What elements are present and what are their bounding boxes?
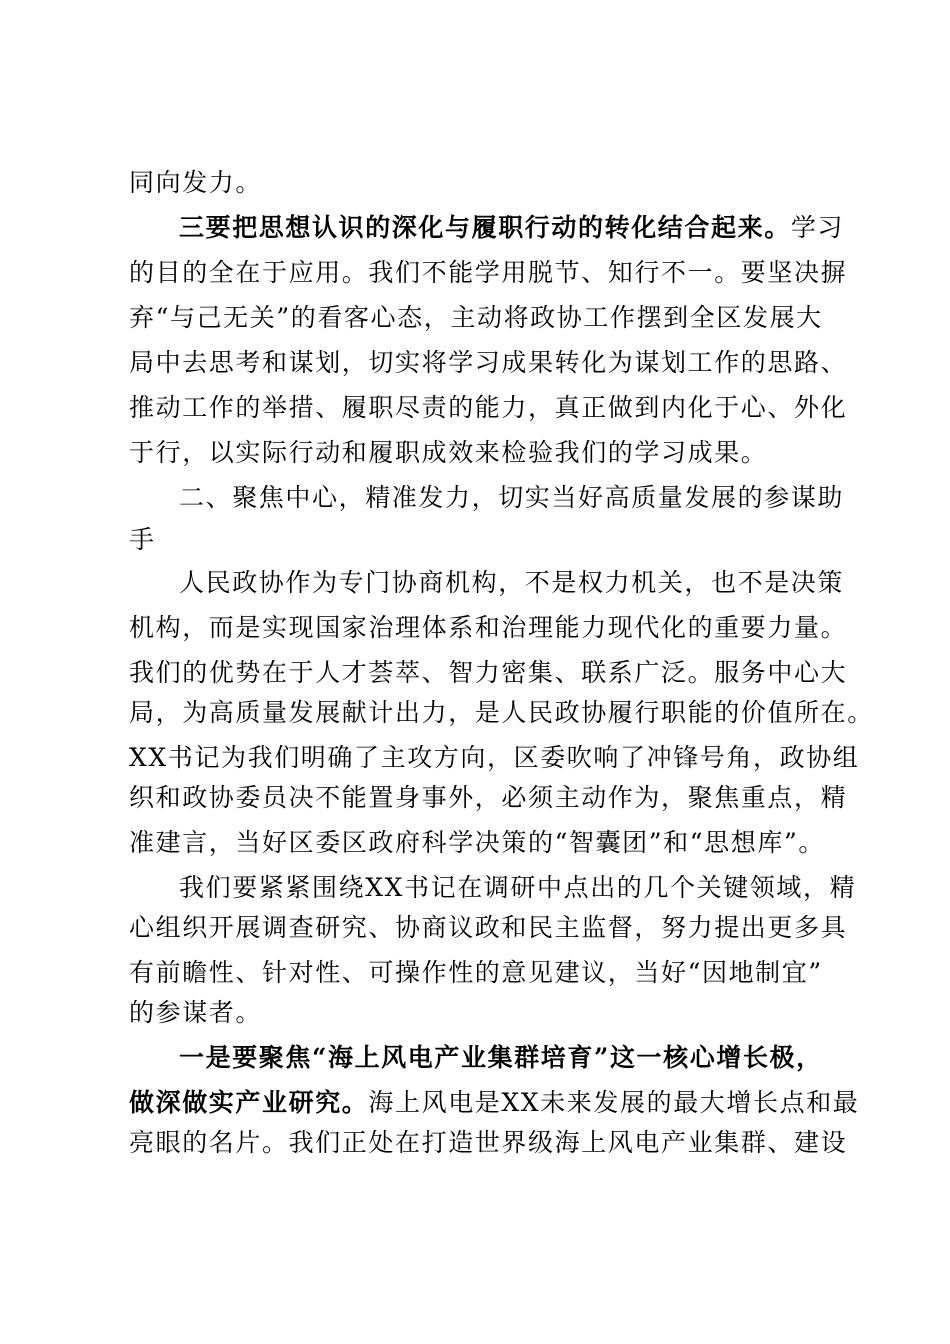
- line-6: 推动工作的举措、履职尽责的能力，真正做到内化于心、外化: [129, 393, 848, 422]
- line-21: [179, 1036, 834, 1080]
- section-heading: 二、聚焦中心，精准发力，切实当好高质量发展的参谋助: [179, 483, 845, 512]
- line-19: 有前瞻性、针对性、可操作性的意见建议，当好“因地制宜”: [129, 958, 823, 987]
- line-3: 的目的全在于应用。我们不能学用脱节、知行不一。要坚决摒: [129, 258, 848, 287]
- line-2: 三要把思想认识的深化与履职行动的转化结合起来。学习: [179, 213, 845, 242]
- line-7: 于行，以实际行动和履职成效来检验我们的学习成果。: [129, 438, 768, 467]
- bold-heading: 做深做实产业研究。: [129, 1088, 369, 1117]
- line-16: 准建言，当好区委区政府科学决策的“智囊团”和“思想库”。: [129, 828, 825, 857]
- line-10: 人民政协作为专门协商机构，不是权力机关，也不是决策: [179, 568, 845, 597]
- bold-heading: 一是要聚焦“海上风电产业集群培育”这一核心增长极，: [179, 1043, 823, 1072]
- line-14: XX书记为我们明确了主攻方向，区委吹响了冲锋号角，政协组: [129, 743, 860, 772]
- line-23: 亮眼的名片。我们正处在打造世界级海上风电产业集群、建设: [129, 1128, 848, 1157]
- line-12: 我们的优势在于人才荟萃、智力密集、联系广泛。服务中心大: [129, 658, 848, 687]
- line-22: 做深做实产业研究。海上风电是XX未来发展的最大增长点和最: [129, 1088, 860, 1117]
- line-15: 织和政协委员决不能置身事外，必须主动作为，聚焦重点，精: [129, 783, 848, 812]
- line-13: 局，为高质量发展献计出力，是人民政协履行职能的价值所在。: [129, 698, 874, 727]
- bold-heading: 三要把思想认识的深化与履职行动的转化结合起来。: [179, 213, 791, 242]
- line-20: 的参谋者。: [129, 998, 263, 1027]
- line-17: 我们要紧紧围绕XX书记在调研中点出的几个关键领域，精: [179, 873, 857, 902]
- line-4: 弃“与己无关”的看客心态，主动将政协工作摆到全区发展大: [129, 303, 823, 332]
- line-18: 心组织开展调查研究、协商议政和民主监督，努力提出更多具: [129, 913, 848, 942]
- line-1: 同向发力。: [129, 168, 263, 197]
- line-9: 手: [129, 525, 156, 554]
- line-11: 机构，而是实现国家治理体系和治理能力现代化的重要力量。: [129, 613, 848, 642]
- line-5: 局中去思考和谋划，切实将学习成果转化为谋划工作的思路、: [129, 348, 848, 377]
